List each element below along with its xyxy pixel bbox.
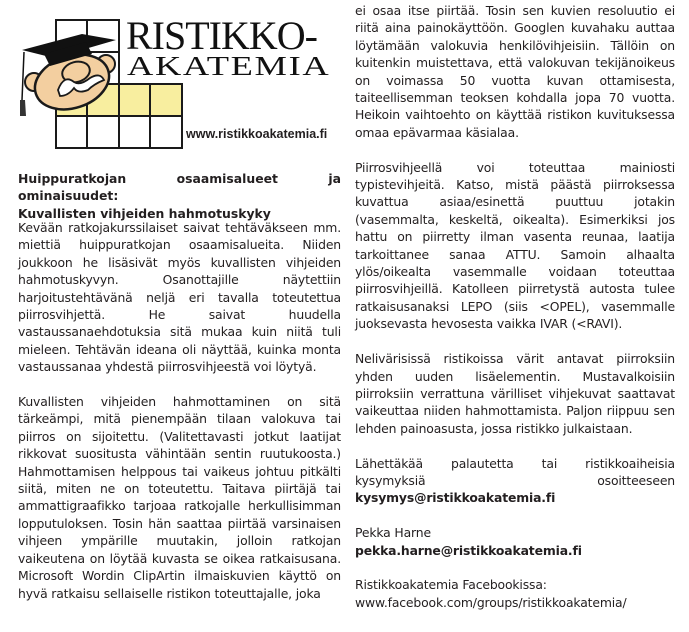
article-column-right bbox=[355, 2, 675, 611]
logo-title-line1: RISTIKKO- bbox=[126, 13, 317, 58]
article-paragraph: Kevään ratkojakurssilaiset saivat tehtäväkseen mm. miettiä huippuratkojan osaamisalueita. Niiden joukkoon he lisäsivät myös kuvallisten vihjeiden hahmotuskyvyn. Osanottajille näytettiin harjoitustehtävänä neljä eri tavalla toteutettua piirrosvihjettä. He saivat huudella vastaussanaehdotuksia sitä mukaa kuin niitä tuli mieleen. Tehtävän ideana oli näyttää, kuinka monta vastaussanaa yhdestä piirrosvihjeestä voi löytyä. bbox=[18, 220, 341, 375]
article-paragraph: Kuvallisten vihjeiden hahmottaminen on sitä tärkeämpi, mitä pienempään tilaan valokuva tai piirros on sijoitettu. (Valitettavasti jotkut laatijat rikkovat suositusta vähintään sentin ruutukoosta.) Hahmottamisen helppous tai vaikeus johtuu pitkälti siitä, miten ne on toteutettu. Taitava piirtäjä tai ammattigraafikko tarjoaa ratkojalle herkullisimman lopputuloksen. Tosin hän saattaa piirtää varsinaisen vihjeen ympärille muutakin, jolloin ratkojan vaikeutena on löytää kuvasta se oikea ratkaisusana. Microsoft Wordin ClipArtin ilmaiskuvien käyttö on hyvä ratkaisu sellaiselle ristikon toteuttajalle, joka bbox=[18, 394, 341, 601]
article-paragraph: Piirrosvihjeellä voi toteuttaa mainiosti typistevihjeitä. Katso, mistä päästä piirroksessa kuvattua asiaa/esinettä puuttuu jotakin (vasemmalta, keskeltä, oikealta). Esimerkiksi jos hattu on piirretty ilman vasenta reunaa, laatija tarkoittanee sanaa ATTU. Samoin alhaalta ylös/oikealta vasemmalle voidaan toteuttaa piirrosvihjeillä. Katolleen piirretystä autosta tulee ratkaisusanaksi LEPO (siis <OPEL), vasemmalle juoksevasta hevosesta vaikka IVAR (<RAVI). bbox=[355, 159, 675, 332]
feedback-text: Lähettäkää palautetta tai ristikkoaiheisia kysymyksiä osoitteeseen bbox=[355, 455, 675, 488]
feedback-email-link[interactable]: kysymys@ristikkoakatemia.fi bbox=[355, 490, 556, 506]
article-paragraph: Nelivärisissä ristikoissa värit antavat piirroksiin yhden uuden lisäelementin. Mustavalkoisiin piirroksiin verrattuna värilliset vihjekuvat saattavat vaikeuttaa niiden hahmottamista. Paljon riippuu sen lehden painoasusta, jossa ristikko julkaistaan. bbox=[355, 351, 675, 436]
facebook-label: Ristikkoakatemia Facebookissa: bbox=[355, 577, 547, 593]
facebook-group-link[interactable]: www.facebook.com/groups/ristikkoakatemia/ bbox=[355, 594, 627, 610]
feedback-paragraph bbox=[355, 455, 675, 507]
author-email-link[interactable]: pekka.harne@ristikkoakatemia.fi bbox=[355, 542, 582, 558]
author-name: Pekka Harne bbox=[355, 525, 431, 541]
logo-website-link[interactable]: www.ristikkoakatemia.fi bbox=[186, 127, 328, 141]
article-heading-line1: Huippuratkojan osaamisalueet ja ominaisuudet: bbox=[18, 171, 341, 204]
article-heading-line2: Kuvallisten vihjeiden hahmotuskyky bbox=[18, 205, 271, 221]
logo-title-line2: AKATEMIA bbox=[127, 51, 331, 81]
author-block bbox=[355, 524, 675, 559]
article-column-left bbox=[18, 219, 341, 602]
article-paragraph: ei osaa itse piirtää. Tosin sen kuvien resoluutio ei riitä aina painokäyttöön. Googlen kuvahaku auttaa löytämään valokuvia henkilövihjeisiin. Tällöin on kuitenkin muistettava, että valokuvan tekijänoikeus on voimassa 50 vuotta kuvan ottamisesta, taiteellisemman teoksen kohdalla jopa 70 vuotta. Heikoin vaihtoehto on käyttää ristikon kuvituksessa omaa epävarmaa käsialaa. bbox=[355, 3, 675, 140]
article-heading bbox=[18, 170, 341, 222]
facebook-block bbox=[355, 576, 675, 611]
ristikkoakatemia-logo bbox=[20, 12, 345, 152]
